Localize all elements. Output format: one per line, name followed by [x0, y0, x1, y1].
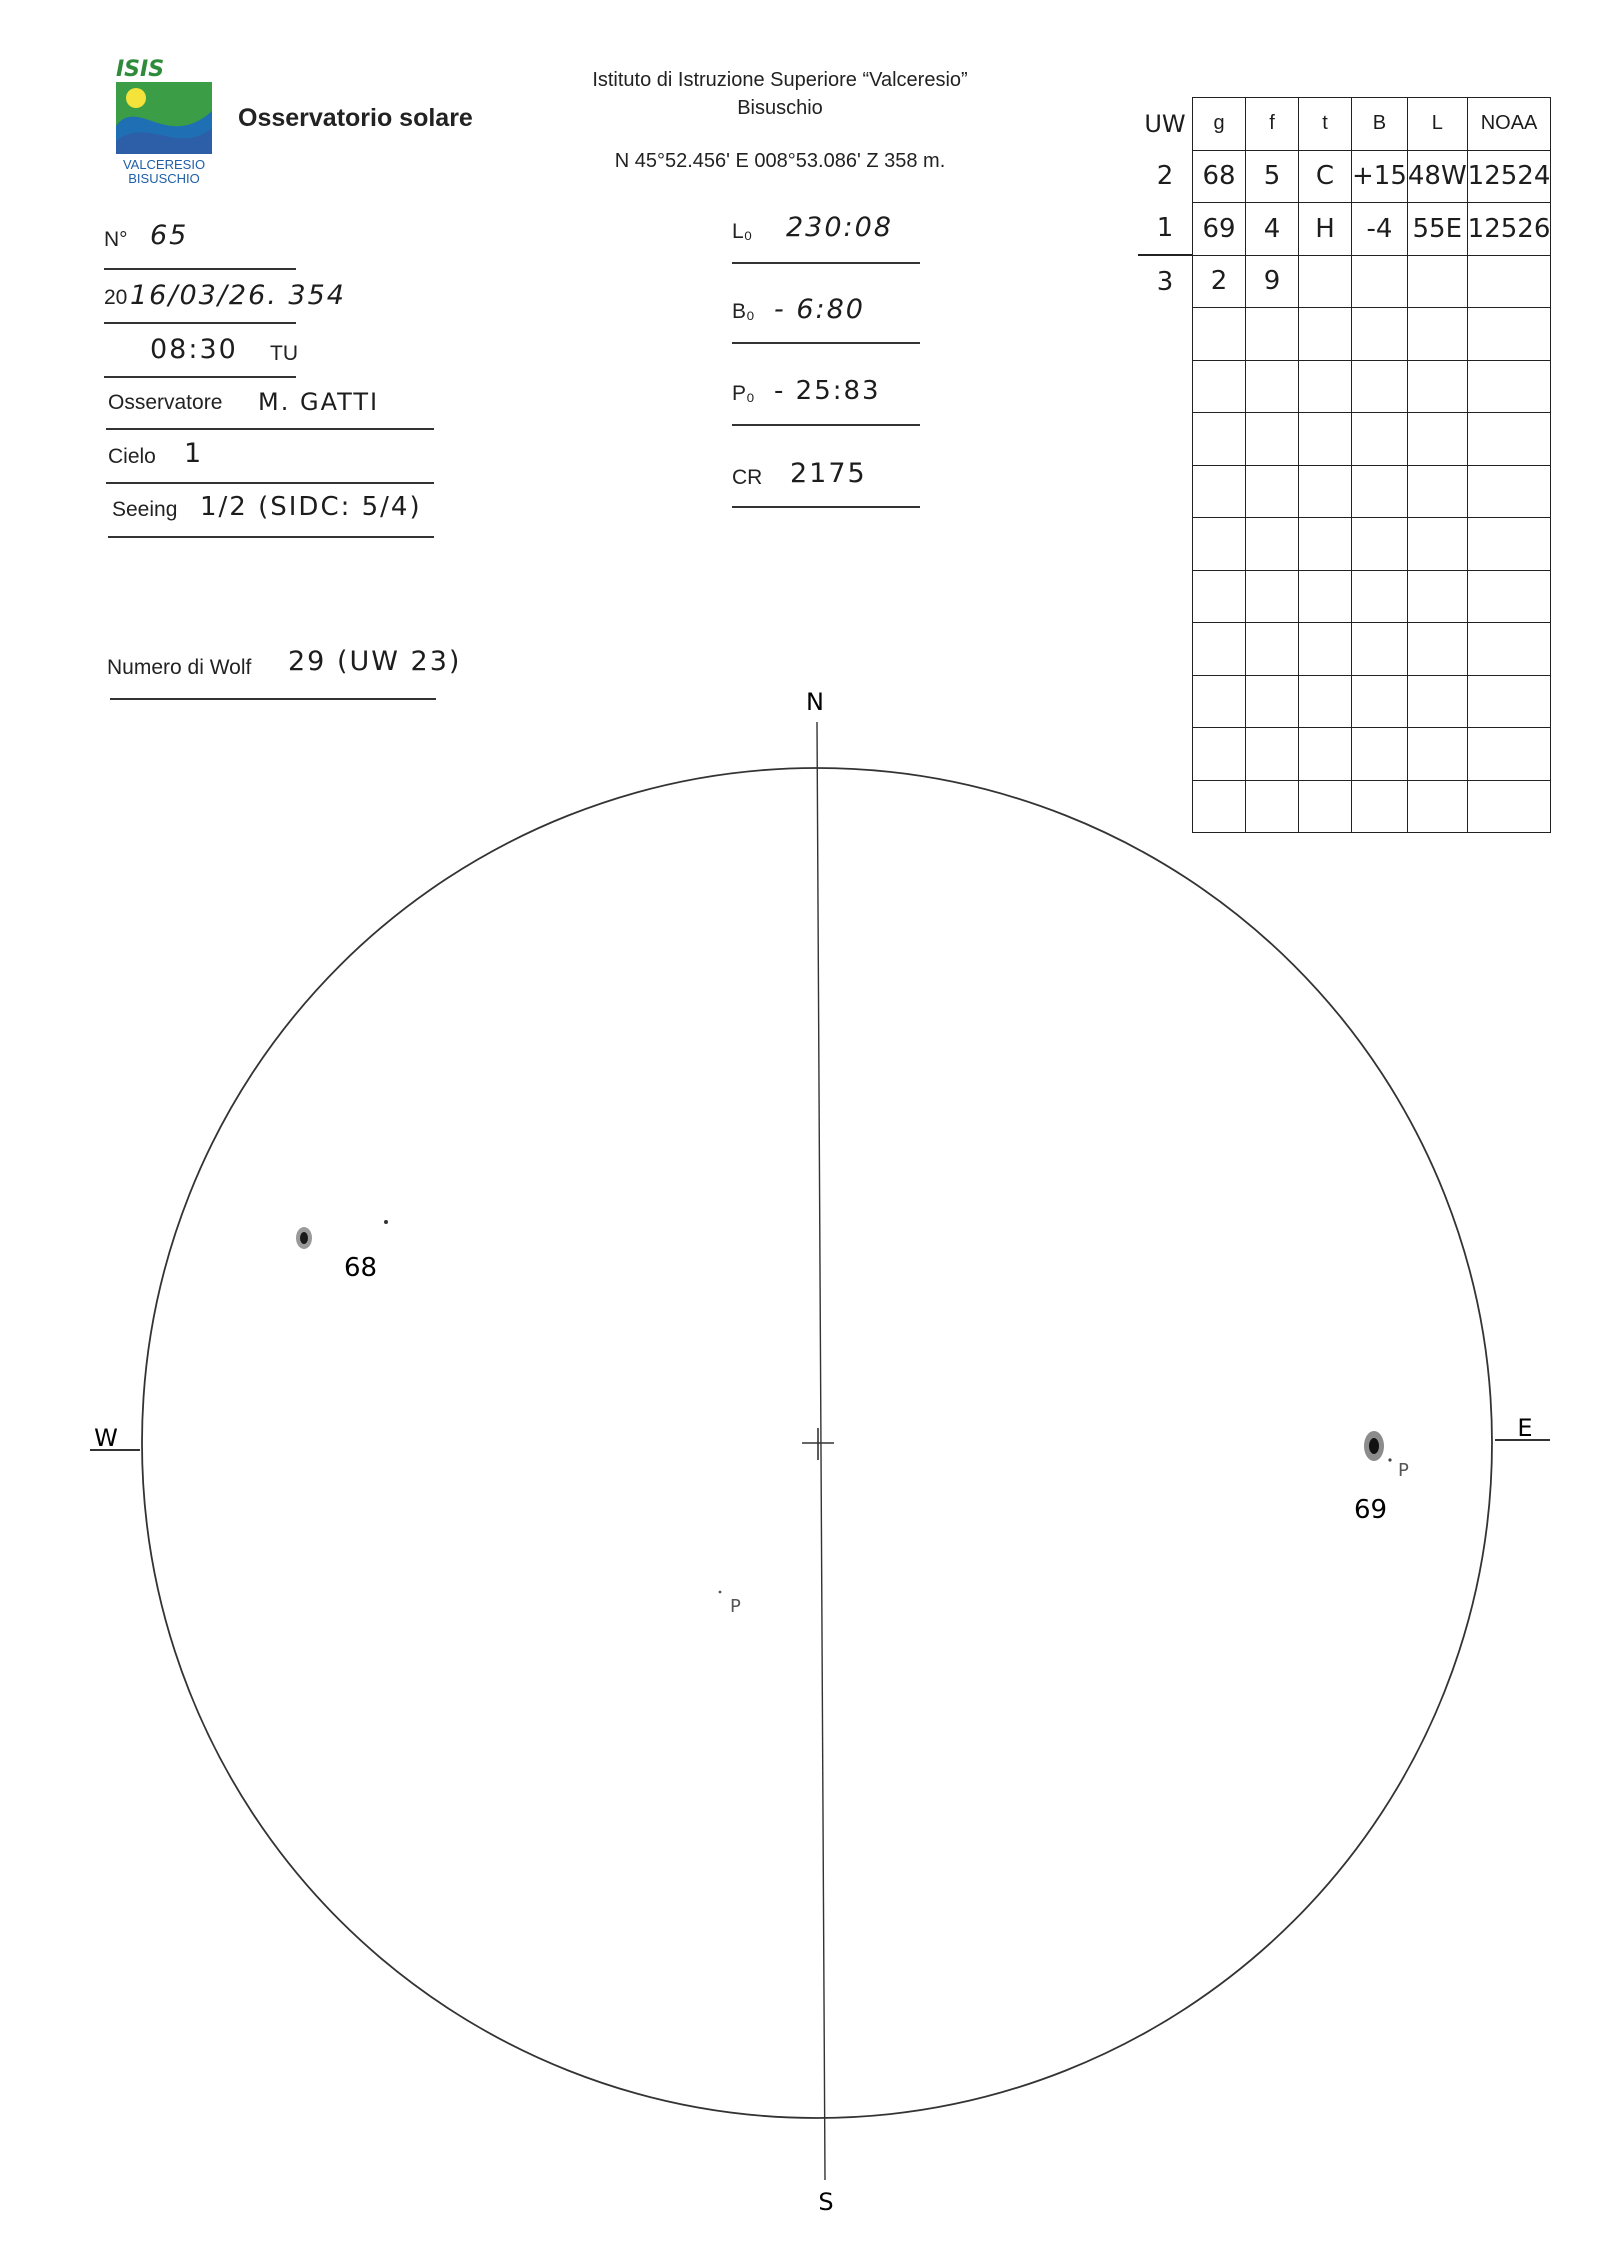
- table-cell: 12526: [1467, 203, 1551, 256]
- sky-value: 1: [184, 438, 204, 469]
- date-value: 16/03/26. 354: [130, 280, 346, 311]
- totals-cell: 3: [1138, 255, 1193, 308]
- central-pore-label: P: [730, 1596, 741, 1617]
- totals-cell: 2: [1193, 255, 1246, 308]
- institute-line2: Bisuschio: [737, 97, 823, 119]
- header-noaa: NOAA: [1467, 98, 1551, 151]
- number-label: N°: [104, 228, 128, 251]
- header-uw: UW: [1144, 109, 1186, 138]
- table-cell: 2: [1156, 161, 1174, 192]
- number-value: 65: [150, 220, 189, 251]
- observatory-title: Osservatorio solare: [238, 104, 473, 132]
- observer-label: Osservatore: [108, 391, 223, 414]
- west-label: W: [94, 1424, 118, 1452]
- north-label: N: [806, 688, 824, 716]
- table-cell: 4: [1246, 203, 1299, 256]
- observer-value: M. GATTI: [258, 388, 380, 416]
- table-cell: +15: [1352, 150, 1408, 203]
- central-pore: [719, 1591, 722, 1594]
- cr-value: 2175: [790, 458, 867, 489]
- group-label-68: 68: [344, 1253, 378, 1283]
- table-cell: -4: [1352, 203, 1408, 256]
- header-b: B: [1352, 98, 1408, 151]
- p0-value: - 25:83: [774, 376, 881, 406]
- header-g: g: [1193, 98, 1246, 151]
- table-cell: 55E: [1407, 203, 1467, 256]
- header-l: L: [1407, 98, 1467, 151]
- institute-line1: Istituto di Istruzione Superiore “Valceresio”: [592, 69, 968, 91]
- seeing-label: Seeing: [112, 498, 178, 521]
- logo-sub2: BISUSCHIO: [128, 171, 200, 186]
- logo-text: ISIS: [116, 57, 165, 82]
- wolf-value: 29 (UW 23): [288, 646, 462, 677]
- table-cell: 68: [1193, 150, 1246, 203]
- totals-cell: 9: [1246, 255, 1299, 308]
- time-unit: TU: [270, 342, 298, 365]
- group-label-69: 69: [1354, 1495, 1388, 1525]
- pore-69: [1388, 1458, 1391, 1461]
- table-cell: 69: [1193, 203, 1246, 256]
- sunspot-group-69: [1354, 1431, 1409, 1525]
- table-cell: 1: [1156, 213, 1174, 244]
- l0-value: 230:08: [786, 212, 893, 243]
- table-cell: 5: [1246, 150, 1299, 203]
- seeing-value: 1/2 (SIDC: 5/4): [200, 492, 422, 522]
- logo-sub1: VALCERESIO: [122, 157, 206, 172]
- b0-value: - 6:80: [774, 294, 865, 325]
- sky-label: Cielo: [108, 445, 156, 468]
- table-cell: H: [1299, 203, 1352, 256]
- date-prefix: 20: [104, 286, 128, 309]
- pore-68: [384, 1220, 388, 1224]
- south-label: S: [818, 2188, 834, 2216]
- wolf-label: Numero di Wolf: [107, 656, 252, 679]
- header-f: f: [1246, 98, 1299, 151]
- header-t: t: [1299, 98, 1352, 151]
- site-coordinates: N 45°52.456' E 008°53.086' Z 358 m.: [614, 150, 946, 172]
- sunspot-group-68: [296, 1220, 388, 1283]
- table-cell: C: [1299, 150, 1352, 203]
- b0-label: B₀: [732, 300, 755, 323]
- east-label: E: [1517, 1414, 1533, 1442]
- p0-label: P₀: [732, 382, 755, 405]
- pore-label-69: P: [1398, 1460, 1409, 1481]
- time-value: 08:30: [150, 334, 238, 365]
- l0-label: L₀: [732, 220, 753, 243]
- table-cell: 48W: [1407, 150, 1467, 203]
- cr-label: CR: [732, 466, 763, 489]
- umbra-68: [300, 1232, 308, 1244]
- table-cell: 12524: [1467, 150, 1551, 203]
- umbra-69: [1369, 1438, 1379, 1454]
